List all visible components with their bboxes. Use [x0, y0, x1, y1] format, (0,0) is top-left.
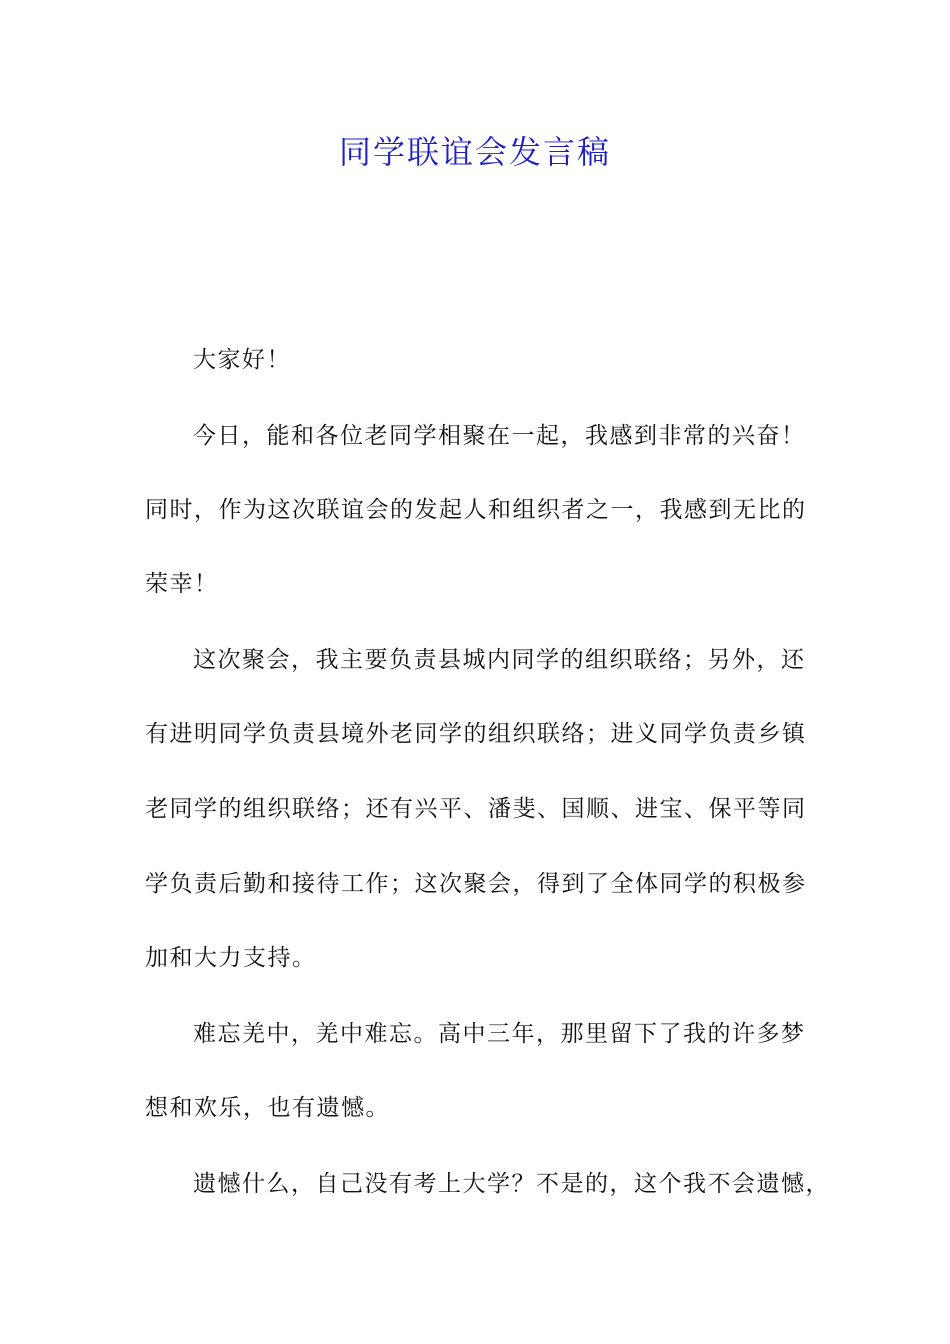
- paragraph-line: 想和欢乐，也有遗憾。: [145, 1095, 390, 1121]
- paragraph-line: 今日，能和各位老同学相聚在一起，我感到非常的兴奋！: [193, 423, 806, 449]
- paragraph-line: 遗憾什么，自己没有考上大学？不是的，这个我不会遗憾，: [193, 1171, 830, 1197]
- paragraph-line: 有进明同学负责县境外老同学的组织联络；进义同学负责乡镇: [145, 721, 807, 747]
- paragraph-line: 荣幸！: [145, 571, 219, 597]
- paragraph-line: 难忘羌中，羌中难忘。高中三年，那里留下了我的许多梦: [193, 1021, 806, 1047]
- paragraph-line: 同时，作为这次联谊会的发起人和组织者之一，我感到无比的: [145, 497, 807, 523]
- paragraph-line: 老同学的组织联络；还有兴平、潘斐、国顺、进宝、保平等同: [145, 796, 807, 822]
- document-title: 同学联谊会发言稿: [338, 133, 611, 171]
- paragraph-line: 加和大力支持。: [145, 945, 317, 971]
- paragraph-line: 大家好！: [193, 347, 291, 373]
- paragraph-line: 学负责后勤和接待工作；这次聚会，得到了全体同学的积极参: [145, 871, 807, 897]
- paragraph-line: 这次聚会，我主要负责县城内同学的组织联络；另外，还: [193, 647, 806, 673]
